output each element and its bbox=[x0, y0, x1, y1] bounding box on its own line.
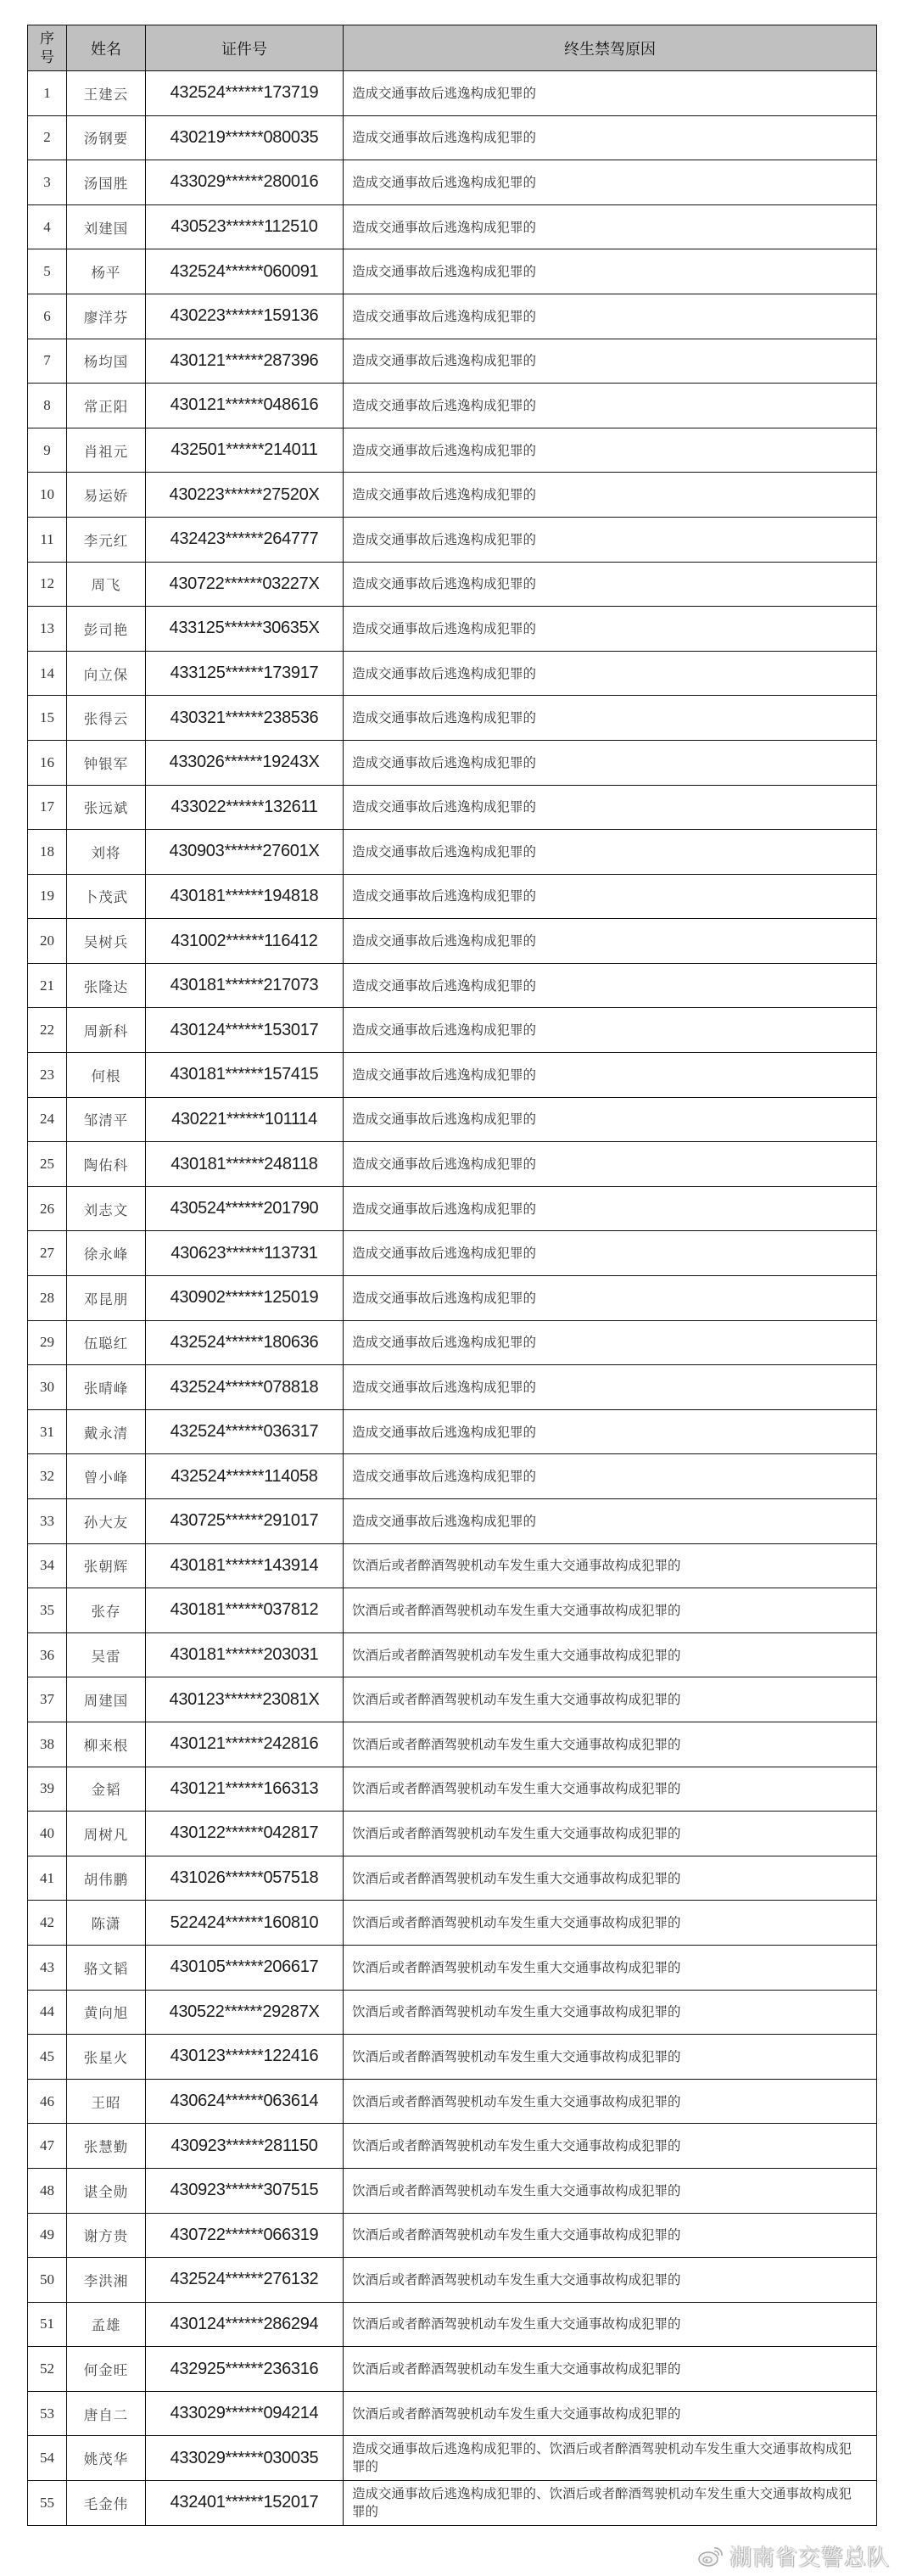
row-id-number: 432401******152017 bbox=[146, 2481, 344, 2526]
row-seq: 44 bbox=[28, 1990, 67, 2035]
row-name: 曾小峰 bbox=[67, 1454, 146, 1499]
lifetime-driving-ban-table bbox=[27, 25, 877, 2526]
table-row bbox=[28, 1945, 877, 1990]
header-name: 姓名 bbox=[67, 25, 146, 71]
row-reason: 造成交通事故后逃逸构成犯罪的 bbox=[344, 1186, 877, 1231]
row-seq: 41 bbox=[28, 1856, 67, 1901]
row-seq: 14 bbox=[28, 651, 67, 696]
table-row bbox=[28, 1008, 877, 1053]
row-name: 张晴峰 bbox=[67, 1365, 146, 1410]
table-row bbox=[28, 1186, 877, 1231]
header-reason: 终生禁驾原因 bbox=[344, 25, 877, 71]
row-reason: 造成交通事故后逃逸构成犯罪的 bbox=[344, 1097, 877, 1142]
row-seq: 7 bbox=[28, 339, 67, 384]
row-name: 周建国 bbox=[67, 1677, 146, 1722]
row-name: 汤国胜 bbox=[67, 160, 146, 205]
row-reason: 饮酒后或者醉酒驾驶机动车发生重大交通事故构成犯罪的 bbox=[344, 2302, 877, 2347]
table-row bbox=[28, 740, 877, 785]
table-row bbox=[28, 1856, 877, 1901]
row-reason: 饮酒后或者醉酒驾驶机动车发生重大交通事故构成犯罪的 bbox=[344, 1767, 877, 1812]
row-seq: 40 bbox=[28, 1812, 67, 1856]
row-name: 邓昆朋 bbox=[67, 1276, 146, 1321]
weibo-watermark bbox=[697, 2540, 890, 2572]
row-reason: 造成交通事故后逃逸构成犯罪的 bbox=[344, 963, 877, 1008]
row-seq: 23 bbox=[28, 1053, 67, 1098]
row-seq: 52 bbox=[28, 2347, 67, 2392]
row-reason: 造成交通事故后逃逸构成犯罪的 bbox=[344, 71, 877, 116]
row-reason: 造成交通事故后逃逸构成犯罪的、饮酒后或者醉酒驾驶机动车发生重大交通事故构成犯罪的 bbox=[344, 2436, 877, 2481]
table-row bbox=[28, 473, 877, 518]
row-name: 汤钢要 bbox=[67, 115, 146, 160]
row-seq: 33 bbox=[28, 1499, 67, 1544]
table-row bbox=[28, 339, 877, 384]
row-id-number: 430523******112510 bbox=[146, 204, 344, 249]
table-row bbox=[28, 1454, 877, 1499]
row-id-number: 432524******173719 bbox=[146, 71, 344, 116]
row-id-number: 430181******217073 bbox=[146, 963, 344, 1008]
row-name: 张朝辉 bbox=[67, 1543, 146, 1588]
table-row bbox=[28, 517, 877, 562]
row-name: 金韬 bbox=[67, 1767, 146, 1812]
row-name: 孟雄 bbox=[67, 2302, 146, 2347]
row-name: 刘将 bbox=[67, 830, 146, 875]
row-id-number: 432524******078818 bbox=[146, 1365, 344, 1410]
row-name: 孙大友 bbox=[67, 1499, 146, 1544]
row-id-number: 432925******236316 bbox=[146, 2347, 344, 2392]
row-reason: 造成交通事故后逃逸构成犯罪的 bbox=[344, 1231, 877, 1276]
row-reason: 造成交通事故后逃逸构成犯罪的 bbox=[344, 607, 877, 652]
row-name: 戴永清 bbox=[67, 1409, 146, 1454]
row-reason: 造成交通事故后逃逸构成犯罪的、饮酒后或者醉酒驾驶机动车发生重大交通事故构成犯罪的 bbox=[344, 2481, 877, 2526]
row-id-number: 430624******063614 bbox=[146, 2079, 344, 2124]
row-name: 张得云 bbox=[67, 696, 146, 741]
row-reason: 饮酒后或者醉酒驾驶机动车发生重大交通事故构成犯罪的 bbox=[344, 1722, 877, 1767]
table-row bbox=[28, 1142, 877, 1187]
row-name: 杨均国 bbox=[67, 339, 146, 384]
row-reason: 饮酒后或者醉酒驾驶机动车发生重大交通事故构成犯罪的 bbox=[344, 2391, 877, 2436]
table-row bbox=[28, 71, 877, 116]
table-body bbox=[28, 71, 877, 2526]
table-row bbox=[28, 294, 877, 339]
watermark-text: 湖南省交警总队 bbox=[730, 2545, 891, 2571]
row-id-number: 430722******03227X bbox=[146, 562, 344, 607]
row-seq: 13 bbox=[28, 607, 67, 652]
row-id-number: 430181******037812 bbox=[146, 1588, 344, 1633]
row-id-number: 430321******238536 bbox=[146, 696, 344, 741]
row-reason: 饮酒后或者醉酒驾驶机动车发生重大交通事故构成犯罪的 bbox=[344, 2035, 877, 2080]
table-row bbox=[28, 963, 877, 1008]
row-name: 李元红 bbox=[67, 517, 146, 562]
row-reason: 造成交通事故后逃逸构成犯罪的 bbox=[344, 115, 877, 160]
row-seq: 35 bbox=[28, 1588, 67, 1633]
row-seq: 9 bbox=[28, 428, 67, 473]
row-seq: 26 bbox=[28, 1186, 67, 1231]
row-id-number: 430223******159136 bbox=[146, 294, 344, 339]
table-row bbox=[28, 2213, 877, 2258]
row-reason: 饮酒后或者醉酒驾驶机动车发生重大交通事故构成犯罪的 bbox=[344, 1990, 877, 2035]
row-id-number: 430722******066319 bbox=[146, 2213, 344, 2258]
table-row bbox=[28, 1409, 877, 1454]
row-reason: 饮酒后或者醉酒驾驶机动车发生重大交通事故构成犯罪的 bbox=[344, 2168, 877, 2213]
row-reason: 造成交通事故后逃逸构成犯罪的 bbox=[344, 294, 877, 339]
row-name: 张星火 bbox=[67, 2035, 146, 2080]
table-header bbox=[28, 25, 877, 71]
row-seq: 6 bbox=[28, 294, 67, 339]
row-id-number: 430524******201790 bbox=[146, 1186, 344, 1231]
row-name: 骆文韬 bbox=[67, 1945, 146, 1990]
row-name: 王昭 bbox=[67, 2079, 146, 2124]
row-name: 伍聪红 bbox=[67, 1320, 146, 1365]
row-name: 邹清平 bbox=[67, 1097, 146, 1142]
row-seq: 1 bbox=[28, 71, 67, 116]
row-seq: 30 bbox=[28, 1365, 67, 1410]
row-seq: 47 bbox=[28, 2124, 67, 2169]
row-seq: 51 bbox=[28, 2302, 67, 2347]
row-reason: 饮酒后或者醉酒驾驶机动车发生重大交通事故构成犯罪的 bbox=[344, 1632, 877, 1677]
row-seq: 19 bbox=[28, 874, 67, 919]
row-reason: 饮酒后或者醉酒驾驶机动车发生重大交通事故构成犯罪的 bbox=[344, 1812, 877, 1856]
table-row bbox=[28, 1543, 877, 1588]
table-row bbox=[28, 1990, 877, 2035]
row-reason: 造成交通事故后逃逸构成犯罪的 bbox=[344, 249, 877, 294]
row-seq: 25 bbox=[28, 1142, 67, 1187]
table-row bbox=[28, 830, 877, 875]
row-reason: 饮酒后或者醉酒驾驶机动车发生重大交通事故构成犯罪的 bbox=[344, 1677, 877, 1722]
row-reason: 饮酒后或者醉酒驾驶机动车发生重大交通事故构成犯罪的 bbox=[344, 2079, 877, 2124]
row-id-number: 430181******194818 bbox=[146, 874, 344, 919]
table-row bbox=[28, 2124, 877, 2169]
row-seq: 29 bbox=[28, 1320, 67, 1365]
row-id-number: 432524******114058 bbox=[146, 1454, 344, 1499]
row-name: 毛金伟 bbox=[67, 2481, 146, 2526]
row-reason: 饮酒后或者醉酒驾驶机动车发生重大交通事故构成犯罪的 bbox=[344, 1543, 877, 1588]
row-seq: 20 bbox=[28, 919, 67, 964]
row-reason: 造成交通事故后逃逸构成犯罪的 bbox=[344, 428, 877, 473]
row-reason: 造成交通事故后逃逸构成犯罪的 bbox=[344, 1276, 877, 1321]
row-id-number: 430124******153017 bbox=[146, 1008, 344, 1053]
row-name: 徐永峰 bbox=[67, 1231, 146, 1276]
row-id-number: 433026******19243X bbox=[146, 740, 344, 785]
row-seq: 43 bbox=[28, 1945, 67, 1990]
table-row bbox=[28, 1053, 877, 1098]
row-reason: 饮酒后或者醉酒驾驶机动车发生重大交通事故构成犯罪的 bbox=[344, 2347, 877, 2392]
row-reason: 造成交通事故后逃逸构成犯罪的 bbox=[344, 1365, 877, 1410]
row-seq: 37 bbox=[28, 1677, 67, 1722]
row-id-number: 430123******23081X bbox=[146, 1677, 344, 1722]
row-id-number: 430223******27520X bbox=[146, 473, 344, 518]
row-reason: 饮酒后或者醉酒驾驶机动车发生重大交通事故构成犯罪的 bbox=[344, 2258, 877, 2303]
table-row bbox=[28, 2258, 877, 2303]
row-seq: 16 bbox=[28, 740, 67, 785]
row-seq: 54 bbox=[28, 2436, 67, 2481]
row-id-number: 433125******30635X bbox=[146, 607, 344, 652]
table-row bbox=[28, 2079, 877, 2124]
table-row bbox=[28, 2035, 877, 2080]
row-id-number: 430122******042817 bbox=[146, 1812, 344, 1856]
row-id-number: 430123******122416 bbox=[146, 2035, 344, 2080]
row-id-number: 433029******280016 bbox=[146, 160, 344, 205]
row-reason: 饮酒后或者醉酒驾驶机动车发生重大交通事故构成犯罪的 bbox=[344, 1945, 877, 1990]
row-id-number: 430902******125019 bbox=[146, 1276, 344, 1321]
row-name: 向立保 bbox=[67, 651, 146, 696]
table-row bbox=[28, 160, 877, 205]
row-id-number: 430725******291017 bbox=[146, 1499, 344, 1544]
row-name: 周飞 bbox=[67, 562, 146, 607]
row-reason: 造成交通事故后逃逸构成犯罪的 bbox=[344, 1053, 877, 1098]
row-id-number: 430221******101114 bbox=[146, 1097, 344, 1142]
row-name: 柳来根 bbox=[67, 1722, 146, 1767]
row-reason: 造成交通事故后逃逸构成犯罪的 bbox=[344, 339, 877, 384]
row-id-number: 430181******203031 bbox=[146, 1632, 344, 1677]
row-seq: 32 bbox=[28, 1454, 67, 1499]
table-row bbox=[28, 1588, 877, 1633]
table-row bbox=[28, 2391, 877, 2436]
row-reason: 造成交通事故后逃逸构成犯罪的 bbox=[344, 204, 877, 249]
row-seq: 11 bbox=[28, 517, 67, 562]
row-seq: 28 bbox=[28, 1276, 67, 1321]
row-seq: 38 bbox=[28, 1722, 67, 1767]
table-row bbox=[28, 562, 877, 607]
row-id-number: 432501******214011 bbox=[146, 428, 344, 473]
row-id-number: 430124******286294 bbox=[146, 2302, 344, 2347]
row-reason: 造成交通事故后逃逸构成犯罪的 bbox=[344, 919, 877, 964]
row-seq: 21 bbox=[28, 963, 67, 1008]
row-seq: 48 bbox=[28, 2168, 67, 2213]
row-id-number: 522424******160810 bbox=[146, 1901, 344, 1946]
row-reason: 饮酒后或者醉酒驾驶机动车发生重大交通事故构成犯罪的 bbox=[344, 1901, 877, 1946]
table-row bbox=[28, 1231, 877, 1276]
row-reason: 造成交通事故后逃逸构成犯罪的 bbox=[344, 696, 877, 741]
row-name: 杨平 bbox=[67, 249, 146, 294]
table-row bbox=[28, 651, 877, 696]
row-id-number: 433022******132611 bbox=[146, 785, 344, 830]
row-reason: 造成交通事故后逃逸构成犯罪的 bbox=[344, 1320, 877, 1365]
table-row bbox=[28, 1722, 877, 1767]
row-name: 胡伟鹏 bbox=[67, 1856, 146, 1901]
row-id-number: 432524******036317 bbox=[146, 1409, 344, 1454]
row-reason: 造成交通事故后逃逸构成犯罪的 bbox=[344, 874, 877, 919]
table-row bbox=[28, 1767, 877, 1812]
row-seq: 10 bbox=[28, 473, 67, 518]
row-reason: 造成交通事故后逃逸构成犯罪的 bbox=[344, 830, 877, 875]
row-name: 唐自二 bbox=[67, 2391, 146, 2436]
table-row bbox=[28, 874, 877, 919]
row-seq: 24 bbox=[28, 1097, 67, 1142]
row-id-number: 433125******173917 bbox=[146, 651, 344, 696]
table-row bbox=[28, 1097, 877, 1142]
table-row bbox=[28, 204, 877, 249]
table-row bbox=[28, 2302, 877, 2347]
row-name: 谌全勋 bbox=[67, 2168, 146, 2213]
row-name: 姚茂华 bbox=[67, 2436, 146, 2481]
row-seq: 3 bbox=[28, 160, 67, 205]
row-seq: 36 bbox=[28, 1632, 67, 1677]
row-reason: 造成交通事故后逃逸构成犯罪的 bbox=[344, 1008, 877, 1053]
row-id-number: 430923******281150 bbox=[146, 2124, 344, 2169]
header-id: 证件号 bbox=[146, 25, 344, 71]
row-seq: 46 bbox=[28, 2079, 67, 2124]
row-seq: 53 bbox=[28, 2391, 67, 2436]
row-name: 肖祖元 bbox=[67, 428, 146, 473]
row-name: 廖洋芬 bbox=[67, 294, 146, 339]
row-id-number: 430903******27601X bbox=[146, 830, 344, 875]
row-name: 何金旺 bbox=[67, 2347, 146, 2392]
header-seq: 序号 bbox=[28, 25, 67, 71]
row-name: 常正阳 bbox=[67, 384, 146, 428]
row-reason: 造成交通事故后逃逸构成犯罪的 bbox=[344, 651, 877, 696]
row-id-number: 430181******248118 bbox=[146, 1142, 344, 1187]
row-name: 刘建国 bbox=[67, 204, 146, 249]
row-seq: 18 bbox=[28, 830, 67, 875]
row-seq: 34 bbox=[28, 1543, 67, 1588]
row-id-number: 431002******116412 bbox=[146, 919, 344, 964]
table-row bbox=[28, 115, 877, 160]
table-row bbox=[28, 1901, 877, 1946]
row-seq: 55 bbox=[28, 2481, 67, 2526]
row-name: 吴树兵 bbox=[67, 919, 146, 964]
ban-list-sheet bbox=[27, 25, 876, 2526]
table-row bbox=[28, 919, 877, 964]
header-row bbox=[28, 25, 877, 71]
row-name: 吴雷 bbox=[67, 1632, 146, 1677]
row-name: 黄向旭 bbox=[67, 1990, 146, 2035]
row-id-number: 430522******29287X bbox=[146, 1990, 344, 2035]
row-name: 彭司艳 bbox=[67, 607, 146, 652]
row-id-number: 430121******242816 bbox=[146, 1722, 344, 1767]
row-name: 陶佑科 bbox=[67, 1142, 146, 1187]
table-row bbox=[28, 384, 877, 428]
row-id-number: 432524******060091 bbox=[146, 249, 344, 294]
row-id-number: 430923******307515 bbox=[146, 2168, 344, 2213]
table-row bbox=[28, 1632, 877, 1677]
row-reason: 造成交通事故后逃逸构成犯罪的 bbox=[344, 1499, 877, 1544]
row-name: 李洪湘 bbox=[67, 2258, 146, 2303]
row-reason: 造成交通事故后逃逸构成犯罪的 bbox=[344, 785, 877, 830]
row-seq: 49 bbox=[28, 2213, 67, 2258]
table-row bbox=[28, 249, 877, 294]
row-seq: 2 bbox=[28, 115, 67, 160]
row-name: 卜茂武 bbox=[67, 874, 146, 919]
table-row bbox=[28, 2168, 877, 2213]
table-row bbox=[28, 2347, 877, 2392]
row-seq: 17 bbox=[28, 785, 67, 830]
row-reason: 造成交通事故后逃逸构成犯罪的 bbox=[344, 562, 877, 607]
row-reason: 造成交通事故后逃逸构成犯罪的 bbox=[344, 473, 877, 518]
row-seq: 27 bbox=[28, 1231, 67, 1276]
row-seq: 8 bbox=[28, 384, 67, 428]
row-id-number: 432524******276132 bbox=[146, 2258, 344, 2303]
row-name: 张慧勤 bbox=[67, 2124, 146, 2169]
row-name: 易运娇 bbox=[67, 473, 146, 518]
row-id-number: 430181******157415 bbox=[146, 1053, 344, 1098]
row-name: 张远斌 bbox=[67, 785, 146, 830]
row-name: 谢方贵 bbox=[67, 2213, 146, 2258]
table-row bbox=[28, 1677, 877, 1722]
row-name: 周新科 bbox=[67, 1008, 146, 1053]
table-row bbox=[28, 1499, 877, 1544]
row-seq: 5 bbox=[28, 249, 67, 294]
row-reason: 饮酒后或者醉酒驾驶机动车发生重大交通事故构成犯罪的 bbox=[344, 2124, 877, 2169]
row-name: 钟银军 bbox=[67, 740, 146, 785]
row-id-number: 430121******166313 bbox=[146, 1767, 344, 1812]
table-row bbox=[28, 785, 877, 830]
row-seq: 45 bbox=[28, 2035, 67, 2080]
row-name: 张隆达 bbox=[67, 963, 146, 1008]
row-name: 刘志文 bbox=[67, 1186, 146, 1231]
row-id-number: 430121******287396 bbox=[146, 339, 344, 384]
table-row bbox=[28, 1320, 877, 1365]
row-seq: 31 bbox=[28, 1409, 67, 1454]
row-name: 陈潇 bbox=[67, 1901, 146, 1946]
table-row bbox=[28, 2436, 877, 2481]
row-reason: 饮酒后或者醉酒驾驶机动车发生重大交通事故构成犯罪的 bbox=[344, 1856, 877, 1901]
row-id-number: 430181******143914 bbox=[146, 1543, 344, 1588]
row-id-number: 432423******264777 bbox=[146, 517, 344, 562]
row-name: 何根 bbox=[67, 1053, 146, 1098]
table-row bbox=[28, 2481, 877, 2526]
table-row bbox=[28, 1365, 877, 1410]
row-id-number: 431026******057518 bbox=[146, 1856, 344, 1901]
row-id-number: 432524******180636 bbox=[146, 1320, 344, 1365]
row-reason: 造成交通事故后逃逸构成犯罪的 bbox=[344, 517, 877, 562]
row-id-number: 430219******080035 bbox=[146, 115, 344, 160]
row-reason: 造成交通事故后逃逸构成犯罪的 bbox=[344, 160, 877, 205]
table-row bbox=[28, 607, 877, 652]
table-row bbox=[28, 428, 877, 473]
row-seq: 22 bbox=[28, 1008, 67, 1053]
row-seq: 4 bbox=[28, 204, 67, 249]
row-name: 王建云 bbox=[67, 71, 146, 116]
row-id-number: 430623******113731 bbox=[146, 1231, 344, 1276]
row-seq: 15 bbox=[28, 696, 67, 741]
row-id-number: 433029******030035 bbox=[146, 2436, 344, 2481]
table-row bbox=[28, 1812, 877, 1856]
row-reason: 造成交通事故后逃逸构成犯罪的 bbox=[344, 1142, 877, 1187]
row-reason: 造成交通事故后逃逸构成犯罪的 bbox=[344, 1409, 877, 1454]
row-reason: 饮酒后或者醉酒驾驶机动车发生重大交通事故构成犯罪的 bbox=[344, 2213, 877, 2258]
table-row bbox=[28, 1276, 877, 1321]
row-seq: 42 bbox=[28, 1901, 67, 1946]
row-reason: 造成交通事故后逃逸构成犯罪的 bbox=[344, 1454, 877, 1499]
row-reason: 造成交通事故后逃逸构成犯罪的 bbox=[344, 384, 877, 428]
table-row bbox=[28, 696, 877, 741]
row-id-number: 430121******048616 bbox=[146, 384, 344, 428]
row-name: 张存 bbox=[67, 1588, 146, 1633]
row-seq: 12 bbox=[28, 562, 67, 607]
row-id-number: 433029******094214 bbox=[146, 2391, 344, 2436]
row-reason: 饮酒后或者醉酒驾驶机动车发生重大交通事故构成犯罪的 bbox=[344, 1588, 877, 1633]
weibo-icon bbox=[697, 2545, 724, 2568]
row-id-number: 430105******206617 bbox=[146, 1945, 344, 1990]
row-seq: 50 bbox=[28, 2258, 67, 2303]
row-seq: 39 bbox=[28, 1767, 67, 1812]
row-reason: 造成交通事故后逃逸构成犯罪的 bbox=[344, 740, 877, 785]
row-name: 周树凡 bbox=[67, 1812, 146, 1856]
